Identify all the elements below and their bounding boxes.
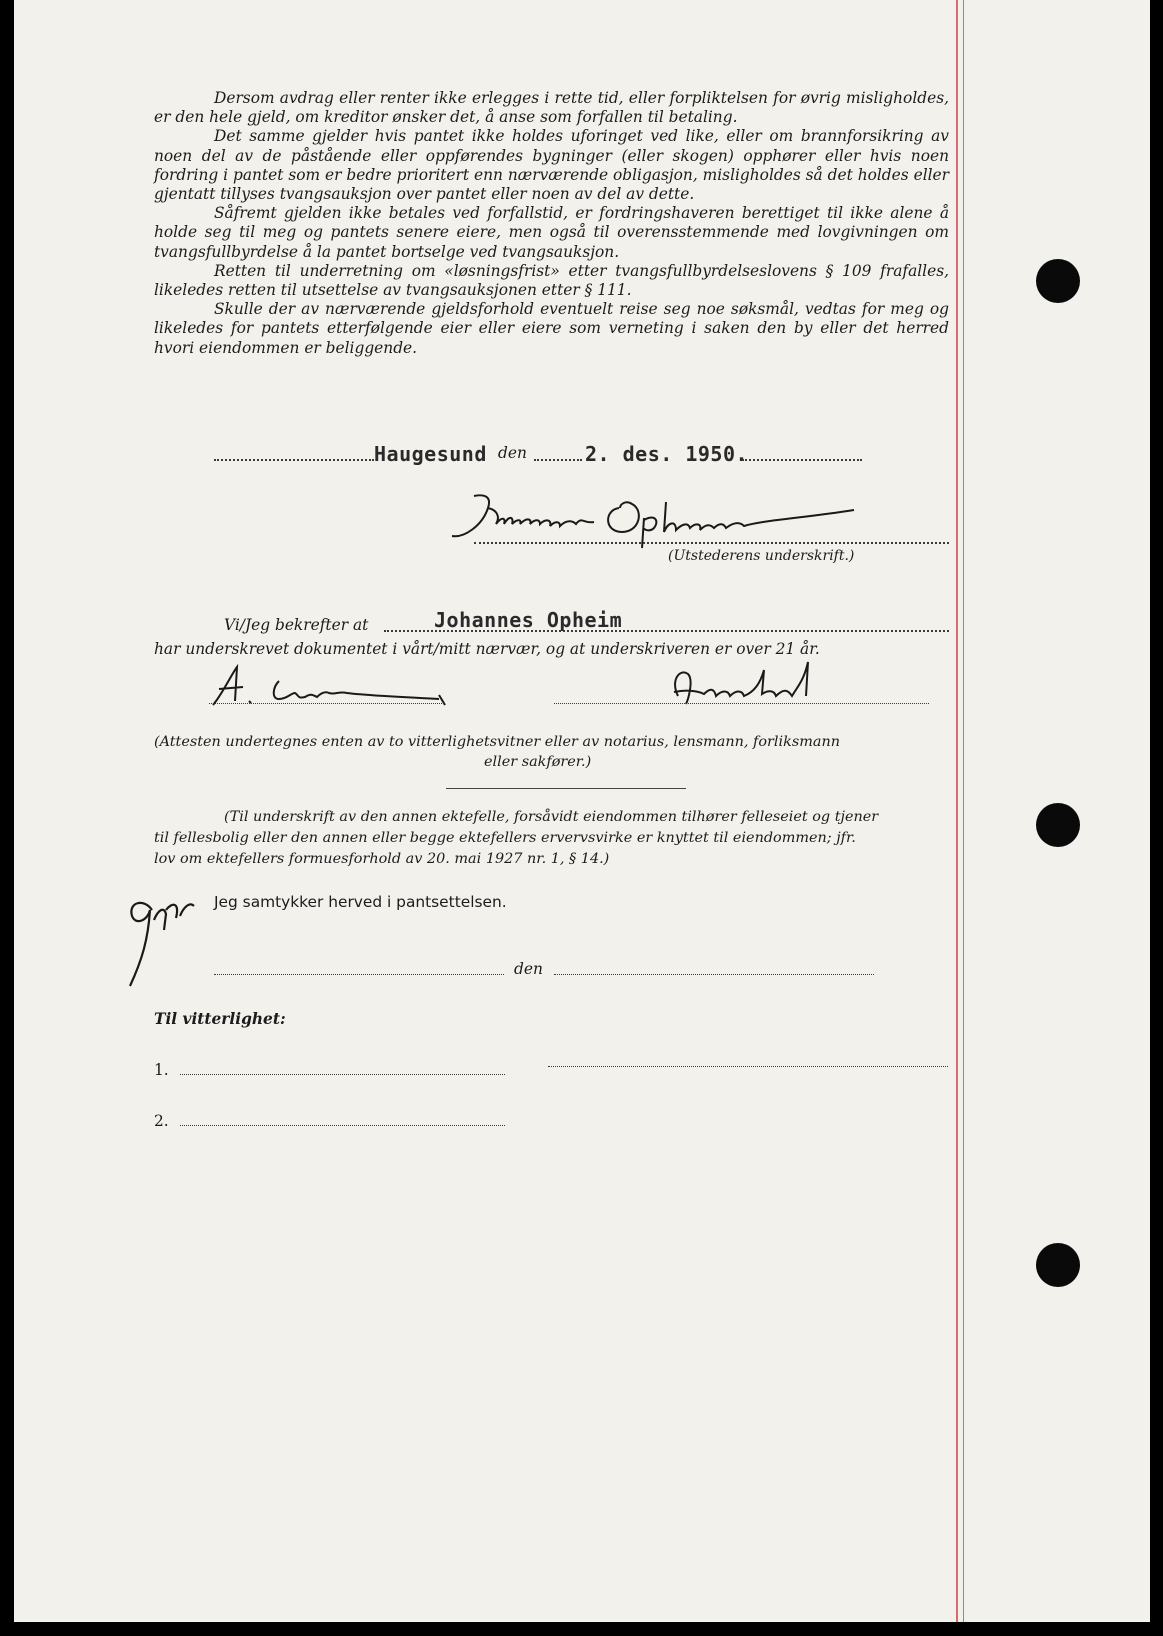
document-page [14, 0, 1150, 1622]
consent-signature-line [214, 974, 504, 975]
witness-signature-1 [209, 665, 469, 715]
issuer-signature [444, 488, 864, 548]
den-label: den [498, 444, 527, 462]
confirmation-prefix: Vi/Jeg bekrefter at [224, 616, 369, 634]
divider [446, 788, 686, 789]
witness-label-1: 1. [154, 1061, 169, 1079]
witness-line-2 [554, 703, 929, 704]
place-value: Haugesund [374, 442, 487, 466]
witness-label-2: 2. [154, 1112, 169, 1130]
place-dotted-line [214, 459, 374, 461]
consent-den-label: den [514, 960, 543, 978]
initials-mark [114, 880, 224, 990]
attest-note-line1: (Attesten undertegnes enten av to vitterlighetsvitner eller av notarius, lensmann, forliksmann [154, 734, 840, 750]
terms-text [154, 89, 949, 358]
paragraph-foreclosure: Såfremt gjelden ikke betales ved forfallstid, er fordringshaveren berettiget til ikke alene å holde seg til meg og pantets senere eiere, men også til overensstemmende med lovgivningen om tvangsfullbyrdelse å la pantet bortselge ved tvangsauksjon. [154, 204, 949, 261]
date-dotted-line [534, 459, 582, 461]
paragraph-insurance: Det samme gjelder hvis pantet ikke holdes uforinget ved like, eller om brannforsikring av noen del av de påstående eller oppførendes bygninger (eller skogen) opphører eller hvis noen fordring i pantet som er bedre prioritert enn nærværende obligasjon, misligholdes så det holdes eller gjentatt tillyses tvangsauksjon over pantet eller noen av del av dette. [154, 127, 949, 204]
witness-1-address-line [548, 1066, 948, 1067]
paragraph-notice: Retten til underretning om «løsningsfrist» etter tvangsfullbyrdelseslovens § 109 frafalles, likeledes retten til utsettelse av tvangsauksjonen etter § 111. [154, 261, 949, 300]
issuer-signature-caption: (Utstederens underskrift.) [668, 548, 855, 564]
confirmation-text: har underskrevet dokumentet i vårt/mitt nærvær, og at underskriveren er over 21 år. [154, 640, 820, 658]
punch-hole [1036, 803, 1080, 847]
punch-hole [1036, 1243, 1080, 1287]
date-value: 2. des. 1950. [585, 442, 749, 466]
spouse-note-line1: (Til underskrift av den annen ektefelle, forsåvidt eiendommen tilhører felleseiet og tjener [224, 809, 879, 825]
consent-date-line [554, 974, 874, 975]
red-margin-line [956, 0, 958, 1622]
punch-hole [1036, 259, 1080, 303]
red-margin-line-inner [963, 0, 964, 1622]
witness-line-1 [209, 703, 444, 704]
witness-2-line [180, 1125, 505, 1126]
spouse-note-line2: til fellesbolig eller den annen eller begge ektefellers ervervsvirke er knyttet til eiendommen; jfr. [154, 830, 856, 846]
confirmation-name: Johannes Opheim [434, 608, 623, 632]
attest-note-line2: eller sakfører.) [484, 754, 592, 770]
paragraph-venue: Skulle der av nærværende gjeldsforhold eventuelt reise seg noe søksmål, vedtas for meg og likeledes for pantets etterfølgende eier eller eiere som verneting i saken den by eller det herred hvori eiendommen er beliggende. [154, 300, 949, 357]
spouse-note-line3: lov om ektefellers formuesforhold av 20. mai 1927 nr. 1, § 14.) [154, 851, 610, 867]
date-dotted-line-end [742, 459, 862, 461]
witness-heading: Til vitterlighet: [154, 1010, 286, 1028]
paragraph-default: Dersom avdrag eller renter ikke erlegges i rette tid, eller forpliktelsen for øvrig misligholdes, er den hele gjeld, om kreditor ønsker det, å anse som forfallen til betaling. [154, 89, 949, 127]
witness-1-line [180, 1074, 505, 1075]
consent-text: Jeg samtykker herved i pantsettelsen. [214, 893, 507, 911]
issuer-signature-line [474, 542, 949, 544]
